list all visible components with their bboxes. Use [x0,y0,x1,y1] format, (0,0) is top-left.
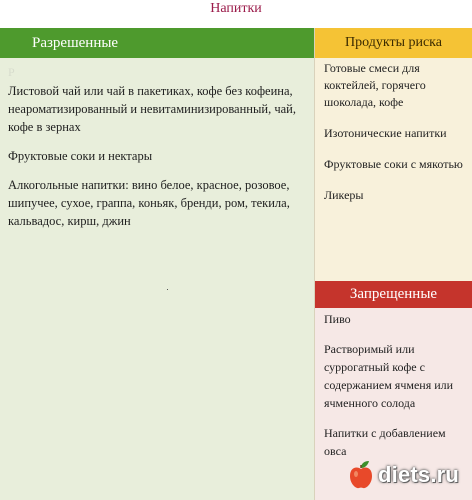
forbidden-item: Пиво [324,312,351,326]
stray-dot [167,289,168,290]
forbidden-item: Растворимый или суррогатный кофе с содержанием ячменя или ячменного солода [324,342,454,410]
forbidden-item: Напитки с добавлением овса [324,426,446,458]
risk-header: Продукты риска [315,28,472,58]
watermark-logo[interactable] [348,458,459,492]
forbidden-header: Запрещенные [315,281,472,308]
forbidden-list [315,308,472,460]
page-title: Напитки [210,1,262,16]
allowed-item: Фруктовые соки и нектары [8,149,153,163]
risk-list [315,58,472,204]
allowed-header: Разрешенные [0,28,314,58]
risk-item: Изотонические напитки [324,126,447,140]
faint-text: Р [8,65,15,79]
allowed-item: Листовой чай или чай в пакетиках, кофе без кофеина, неароматизированный и невитаминизированный, чай, кофе в зернах [8,84,296,134]
allowed-item: Алкогольные напитки: вино белое, красное, розовое, шипучее, сухое, граппа, коньяк, бренди, ром, текила, кальвадос, кирш, джин [8,178,290,228]
allowed-column [0,28,314,500]
watermark-text: diets.ru [378,462,460,487]
apple-icon [348,460,374,490]
risk-item: Ликеры [324,188,364,202]
risk-item: Готовые смеси для коктейлей, горячего шоколада, кофе [324,61,426,109]
risk-item: Фруктовые соки с мякотью [324,157,463,171]
allowed-list [0,58,314,230]
